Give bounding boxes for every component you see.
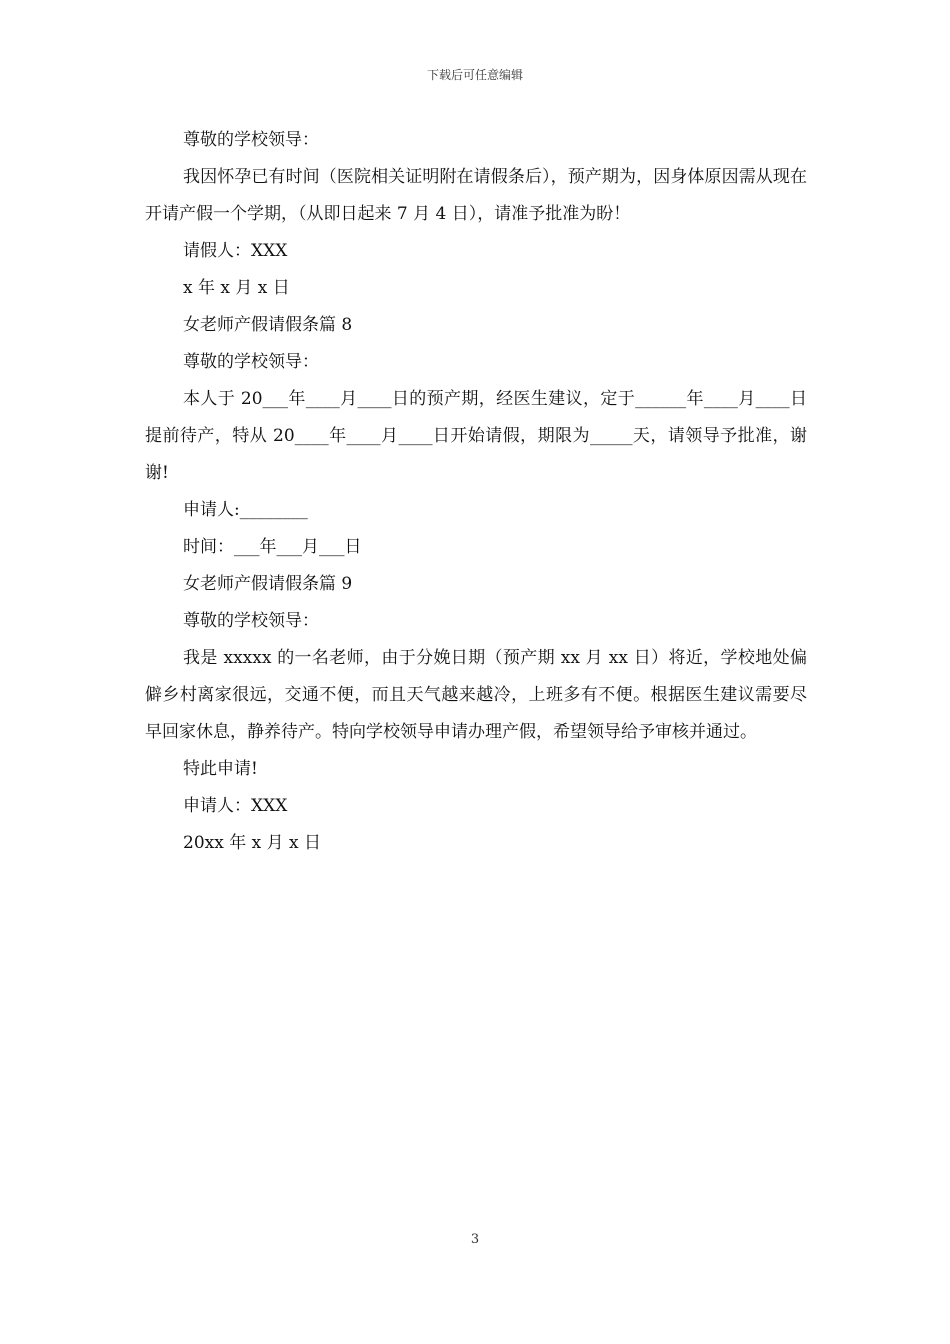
body-paragraph: 我因怀孕已有时间（医院相关证明附在请假条后），预产期为，因身体原因需从现在开请产假一个学期，（从即日起来 7 月 4 日），请准予批准为盼！	[145, 167, 807, 224]
date-line: 20xx 年 x 月 x 日	[183, 833, 322, 853]
body-paragraph: 我是 xxxxx 的一名老师，由于分娩日期（预产期 xx 月 xx 日）将近，学校地处偏僻乡村离家很远，交通不便，而且天气越来越冷，上班多有不便。根据医生建议需要尽早回家休息，静养待产。特向学校领导申请办理产假，希望领导给予审核并通过。	[145, 648, 807, 742]
document-body	[145, 122, 807, 862]
applicant-line: 请假人：XXX	[183, 241, 288, 261]
section-title: 女老师产假请假条篇 8	[183, 315, 353, 335]
section-title: 女老师产假请假条篇 9	[183, 574, 353, 594]
applicant-line: 申请人:________	[183, 500, 308, 520]
salutation: 尊敬的学校领导：	[183, 130, 319, 150]
salutation: 尊敬的学校领导：	[183, 611, 319, 631]
page-header: 下载后可任意编辑	[426, 68, 523, 82]
applicant-line: 申请人：XXX	[183, 796, 288, 816]
salutation: 尊敬的学校领导：	[183, 352, 319, 372]
body-paragraph: 本人于 20___年____月____日的预产期，经医生建议，定于______年____月____日提前待产，特从 20____年____月____日开始请假，期限为_____天，请领导予批准，谢谢!	[145, 389, 807, 483]
date-line: x 年 x 月 x 日	[183, 278, 290, 298]
page-number: 3	[470, 1232, 480, 1247]
closing-line: 特此申请!	[183, 759, 258, 779]
date-line: 时间：___年___月___日	[183, 537, 362, 557]
